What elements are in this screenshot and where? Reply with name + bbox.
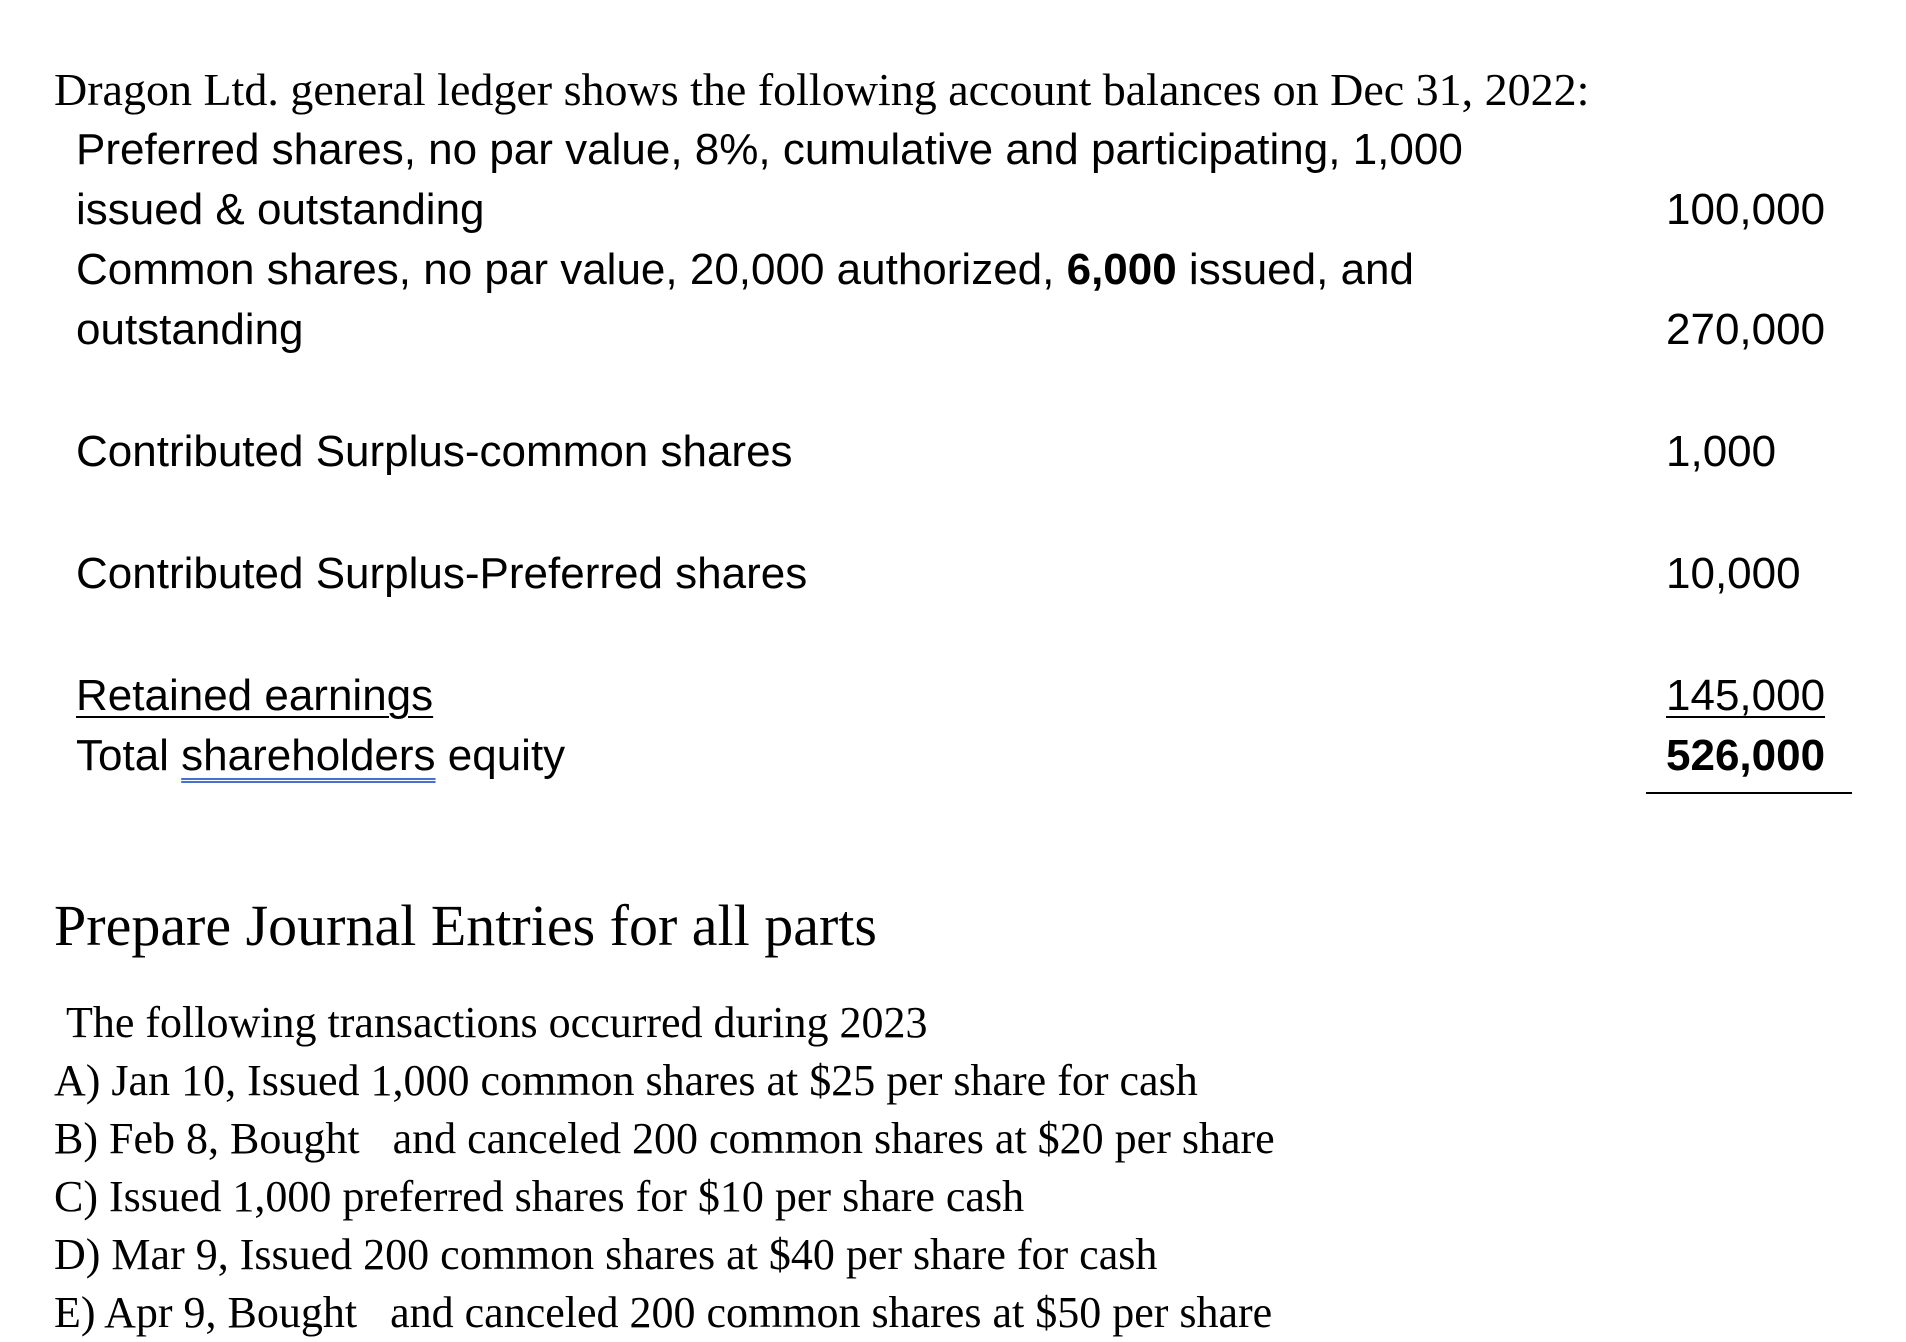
total-equity-value: 526,000: [1666, 731, 1826, 780]
common-shares-value: 270,000: [1666, 305, 1826, 354]
common-shares-label-line2: outstanding: [76, 305, 304, 354]
retained-earnings-label: [76, 666, 433, 726]
common-shares-label-line1: [76, 240, 1414, 300]
contributed-surplus-preferred-value: 10,000: [1666, 549, 1801, 598]
contributed-surplus-common-value: 1,000: [1666, 427, 1777, 476]
transaction-c: C) Issued 1,000 preferred shares for $10 per share cash: [54, 1172, 1025, 1221]
total-equity-text-post: equity: [435, 731, 566, 780]
total-equity-text-marked: shareholders: [181, 731, 436, 780]
total-equity-label: [76, 726, 565, 786]
transactions-intro: The following transactions occurred during 2023: [66, 998, 928, 1047]
total-underline-rule: [1646, 792, 1852, 794]
common-shares-issued-count: 6,000: [1066, 245, 1177, 294]
common-shares-text-pre: Common shares, no par value, 20,000 authorized,: [76, 245, 1067, 294]
contributed-surplus-preferred-label: Contributed Surplus-Preferred shares: [76, 549, 808, 598]
retained-earnings-value: [1666, 666, 1825, 726]
total-equity-text-pre: Total: [76, 731, 182, 780]
transaction-b: B) Feb 8, Bought and canceled 200 common shares at $20 per share: [54, 1114, 1275, 1163]
retained-earnings-text: Retained earnings: [76, 671, 434, 720]
common-shares-text-post: issued, and: [1176, 245, 1414, 294]
preferred-shares-label-line1: Preferred shares, no par value, 8%, cumulative and participating, 1,000: [76, 125, 1463, 174]
contributed-surplus-common-label: Contributed Surplus-common shares: [76, 427, 793, 476]
retained-earnings-amount: 145,000: [1666, 671, 1826, 720]
section-heading: Prepare Journal Entries for all parts: [54, 893, 877, 958]
transaction-e: E) Apr 9, Bought and canceled 200 common shares at $50 per share: [54, 1288, 1273, 1337]
transactions-list: [54, 1052, 1275, 1342]
preferred-shares-value: 100,000: [1666, 185, 1826, 234]
transaction-a: A) Jan 10, Issued 1,000 common shares at $25 per share for cash: [54, 1056, 1198, 1105]
ledger-intro: Dragon Ltd. general ledger shows the following account balances on Dec 31, 2022:: [54, 64, 1590, 115]
preferred-shares-label-line2: issued & outstanding: [76, 185, 485, 234]
transaction-d: D) Mar 9, Issued 200 common shares at $40 per share for cash: [54, 1230, 1158, 1279]
